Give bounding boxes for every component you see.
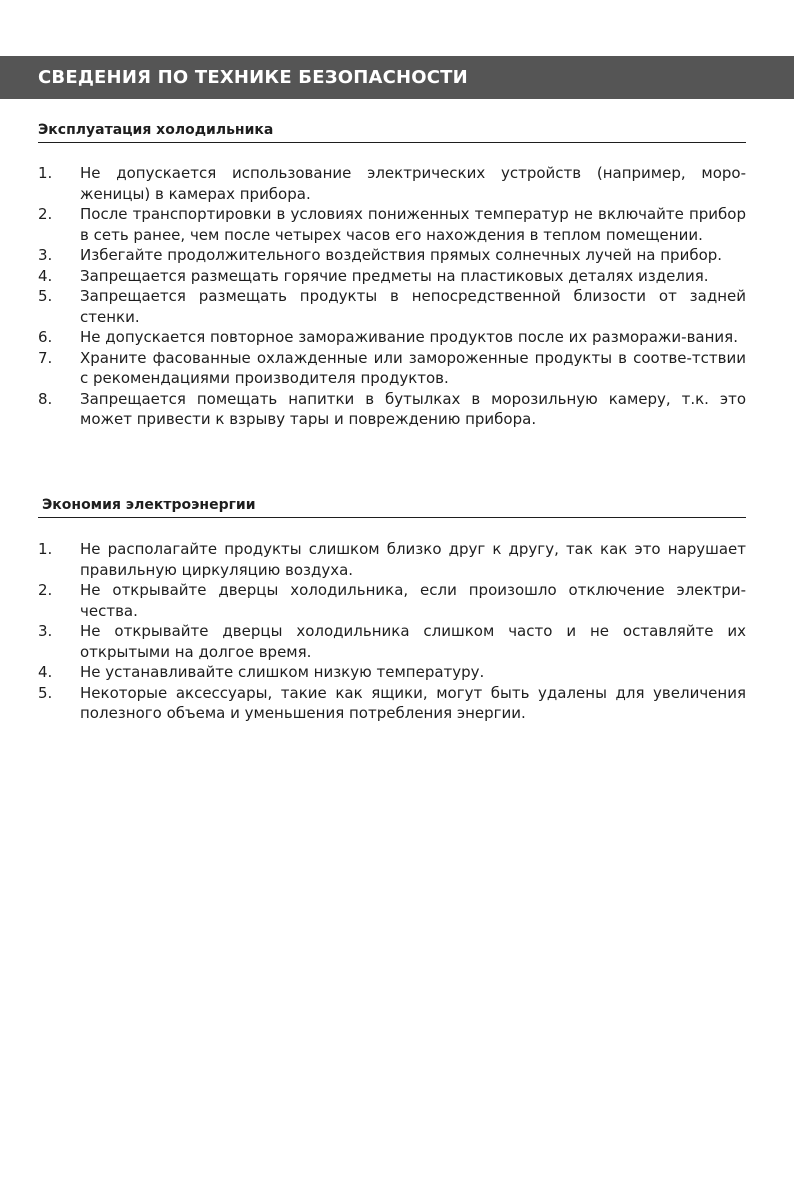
list-item	[38, 580, 746, 621]
item-number: 3.	[38, 622, 53, 640]
list-item	[38, 266, 746, 287]
item-number: 1.	[38, 540, 53, 558]
list-item	[38, 389, 746, 430]
section-heading: Эксплуатация холодильника	[38, 122, 746, 143]
item-number: 7.	[38, 348, 53, 367]
header-bar	[0, 56, 794, 99]
item-number: 4.	[38, 266, 53, 285]
section-heading: Экономия электроэнергии	[38, 497, 746, 518]
list-item	[38, 204, 746, 245]
list-item	[38, 662, 746, 683]
item-text: Не располагайте продукты слишком близко друг к другу, так как это нарушает правильную циркуляцию воздуха.	[80, 540, 746, 579]
item-text: Не устанавливайте слишком низкую температуру.	[80, 663, 485, 681]
list-item	[38, 327, 746, 348]
item-number: 2.	[38, 581, 53, 599]
list-item	[38, 539, 746, 580]
item-number: 2.	[38, 205, 53, 223]
list-item	[38, 348, 746, 389]
item-number: 1.	[38, 164, 53, 182]
item-text: Некоторые аксессуары, такие как ящики, могут быть удалены для увеличения полезного объема и уменьшения потребления энергии.	[80, 683, 746, 722]
item-number: 3.	[38, 246, 53, 264]
item-number: 6.	[38, 328, 53, 346]
list-item	[38, 621, 746, 662]
item-text: Не допускается использование электрических устройств (например, моро-женицы) в камерах прибора.	[80, 164, 746, 203]
list-item	[38, 245, 746, 266]
instruction-list	[38, 539, 746, 724]
list-item	[38, 683, 746, 724]
item-text: Не открывайте дверцы холодильника слишком часто и не оставляйте их открытыми на долгое время.	[80, 622, 746, 661]
item-number: 4.	[38, 663, 53, 681]
item-text: Не допускается повторное замораживание продуктов после их разморажи-вания.	[80, 328, 738, 346]
item-text: Запрещается помещать напитки в бутылках в морозильную камеру, т.к. это может привести к взрыву тары и повреждению прибора.	[80, 389, 746, 428]
list-item	[38, 163, 746, 204]
item-text: После транспортировки в условиях пониженных температур не включайте прибор в сеть ранее, чем после четырех часов его нахождения в теплом помещении.	[80, 205, 746, 244]
list-item	[38, 286, 746, 327]
item-text: Запрещается размещать горячие предметы на пластиковых деталях изделия.	[80, 266, 709, 285]
item-text: Не открывайте дверцы холодильника, если произошло отключение электри-чества.	[80, 581, 746, 620]
instruction-list	[38, 163, 746, 430]
item-text: Храните фасованные охлажденные или замороженные продукты в соотве-тствии с рекомендациями производителя продуктов.	[80, 348, 746, 387]
section-energy-saving	[38, 497, 746, 724]
item-text: Избегайте продолжительного воздействия прямых солнечных лучей на прибор.	[80, 246, 723, 264]
item-number: 5.	[38, 287, 53, 305]
page-title: СВЕДЕНИЯ ПО ТЕХНИКЕ БЕЗОПАСНОСТИ	[38, 67, 468, 88]
item-number: 8.	[38, 389, 53, 408]
item-number: 5.	[38, 683, 53, 702]
section-fridge-operation	[38, 122, 746, 430]
item-text: Запрещается размещать продукты в непосредственной близости от задней стенки.	[80, 287, 746, 326]
